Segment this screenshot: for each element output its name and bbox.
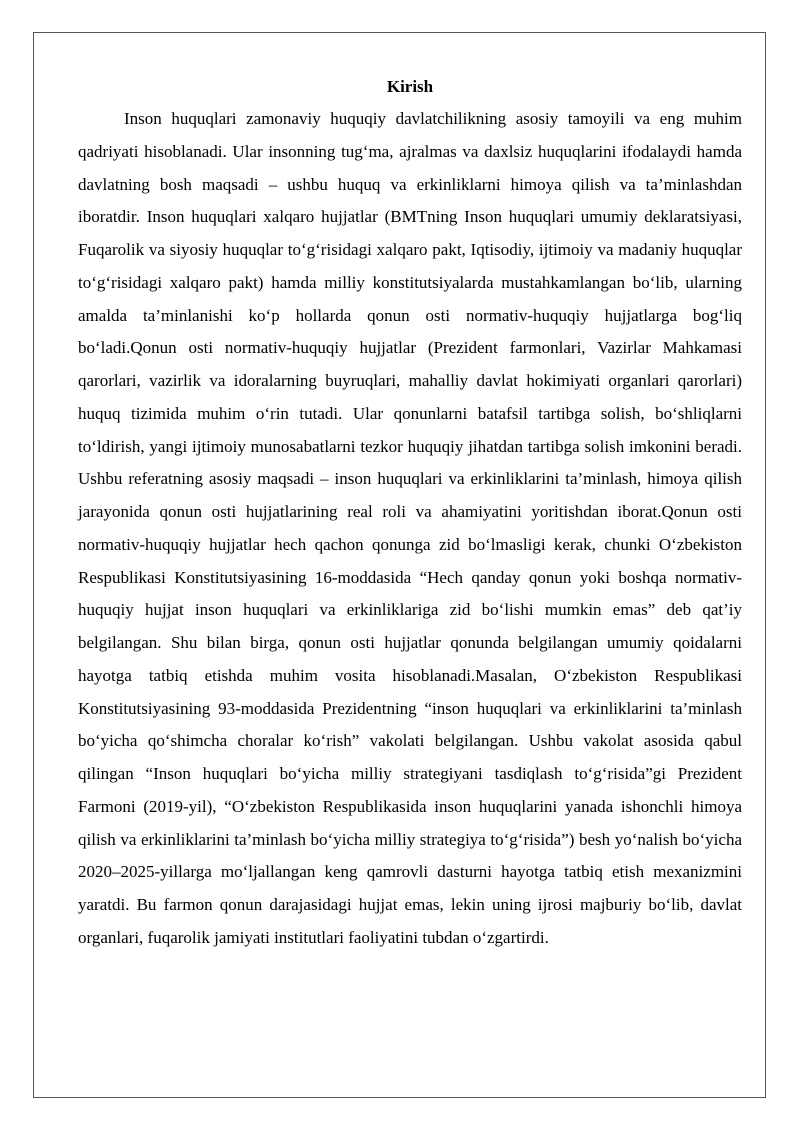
section-title: Kirish [386, 77, 434, 96]
introduction-paragraph: Inson huquqlari zamonaviy huquqiy davlatchilikning asosiy tamoyili va eng muhim qadriyati hisoblanadi. Ular insonning tug‘ma, ajralmas va daxlsiz huquqlarini ifodalaydi hamda davlatning bosh maqsadi – ushbu huquq va erkinliklarni himoya qilish va ta’minlashdan iboratdir. Inson huquqlari xalqaro hujjatlar (BMTning Inson huquqlari umumiy deklaratsiyasi, Fuqarolik va siyosiy huquqlar to‘g‘risidagi xalqaro pakt, Iqtisodiy, ijtimoiy va madaniy huquqlar to‘g‘risidagi xalqaro pakt) hamda milliy konstitutsiyalarda mustahkamlangan bo‘lib, ularning amalda ta’minlanishi ko‘p hollarda qonun osti normativ-huquqiy hujjatlarga bog‘liq bo‘ladi.Qonun osti normativ-huquqiy hujjatlar (Prezident farmonlari, Vazirlar Mahkamasi qarorlari, vazirlik va idoralarning buyruqlari, mahalliy davlat hokimiyati organlari qarorlari) huquq tizimida muhim o‘rin tutadi. Ular qonunlarni batafsil tartibga solish, bo‘shliqlarni to‘ldirish, yangi ijtimoiy munosabatlarni tezkor huquqiy jihatdan tartibga solish imkonini beradi. Ushbu referatning asosiy maqsadi – inson huquqlari va erkinliklarini ta’minlash, himoya qilish jarayonida qonun osti hujjatlarining real roli va ahamiyatini yoritishdan iborat.Qonun osti normativ-huquqiy hujjatlar hech qachon qonunga zid bo‘lmasligi kerak, chunki O‘zbekiston Respublikasi Konstitutsiyasining 16-moddasida “Hech qanday qonun yoki boshqa normativ-huquqiy hujjat inson huquqlari va erkinliklariga zid bo‘lishi mumkin emas” deb qat’iy belgilangan. Shu bilan birga, qonun osti hujjatlar qonunda belgilangan umumiy qoidalarni hayotga tatbiq etishda muhim vosita hisoblanadi.Masalan, O‘zbekiston Respublikasi Konstitutsiyasining 93-moddasida Prezidentning “inson huquqlari va erkinliklarini ta’minlash bo‘yicha qo‘shimcha choralar ko‘rish” vakolati belgilangan. Ushbu vakolat asosida qabul qilingan “Inson huquqlari bo‘yicha milliy strategiyani tasdiqlash to‘g‘risida”gi Prezident Farmoni (2019-yil), “O‘zbekiston Respublikasida inson huquqlarini yanada ishonchli himoya qilish va erkinliklarini ta’minlash bo‘yicha milliy strategiya to‘g‘risida”) besh yo‘nalish bo‘yicha 2020–2025-yillarga mo‘ljallangan keng qamrovli dasturni hayotga tatbiq etish mexanizmini yaratdi. Bu farmon qonun darajasidagi hujjat emas, lekin uning ijrosi majburiy bo‘lib, davlat organlari, fuqarolik jamiyati institutlari faoliyatini tubdan o‘zgartirdi. [78, 109, 742, 947]
document-body [78, 70, 742, 955]
